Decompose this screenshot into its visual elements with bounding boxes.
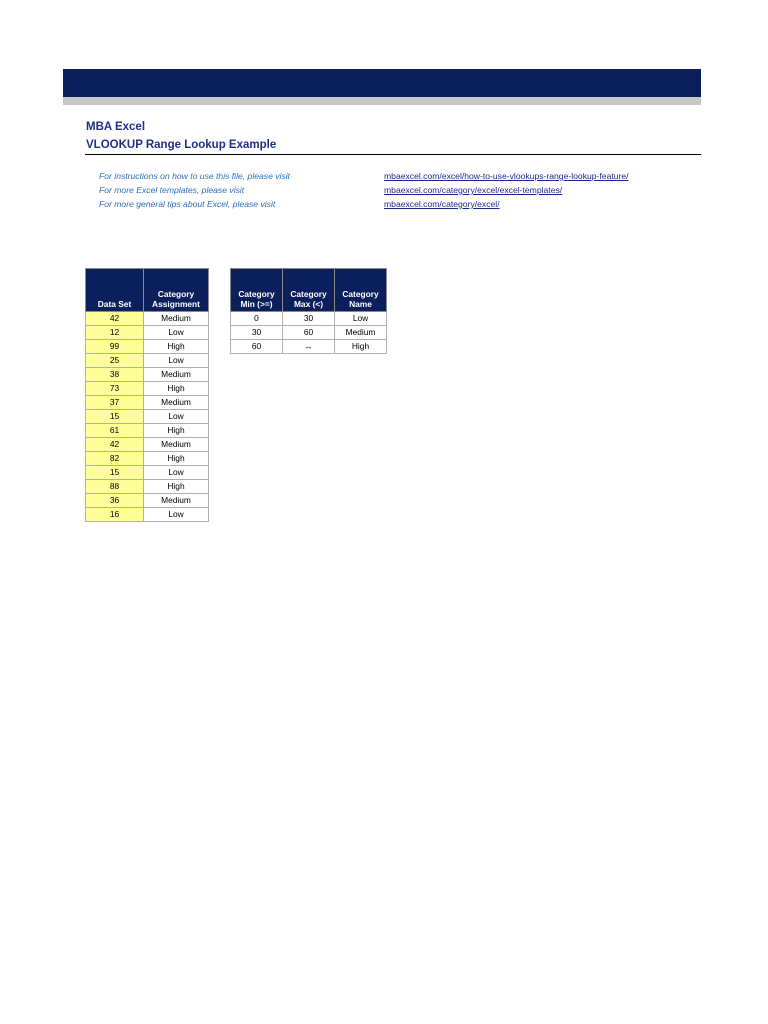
category-assignment-cell[interactable]: Medium xyxy=(144,396,209,410)
category-max-cell[interactable]: 60 xyxy=(283,326,335,340)
table-row xyxy=(86,368,209,382)
table-row xyxy=(86,494,209,508)
category-assignment-cell[interactable]: Medium xyxy=(144,368,209,382)
category-assignment-cell[interactable]: High xyxy=(144,340,209,354)
data-set-cell[interactable]: 38 xyxy=(86,368,144,382)
category-assignment-cell[interactable]: Medium xyxy=(144,312,209,326)
category-name-cell[interactable]: Low xyxy=(335,312,387,326)
data-set-cell[interactable]: 61 xyxy=(86,424,144,438)
table-row xyxy=(86,424,209,438)
table-row xyxy=(86,396,209,410)
category-name-cell[interactable]: High xyxy=(335,340,387,354)
data-set-cell[interactable]: 25 xyxy=(86,354,144,368)
info-text-templates: For more Excel templates, please visit xyxy=(99,185,245,195)
column-header-category-min: Category Min (>=) xyxy=(231,269,283,312)
category-min-cell[interactable]: 60 xyxy=(231,340,283,354)
category-assignment-cell[interactable]: Low xyxy=(144,354,209,368)
category-assignment-cell[interactable]: Low xyxy=(144,410,209,424)
category-min-cell[interactable]: 30 xyxy=(231,326,283,340)
data-set-table xyxy=(85,268,209,522)
category-assignment-cell[interactable]: Medium xyxy=(144,494,209,508)
link-templates[interactable]: mbaexcel.com/category/excel/excel-templates/ xyxy=(384,185,563,195)
info-text-instructions: For instructions on how to use this file, please visit xyxy=(99,171,291,181)
data-set-cell[interactable]: 36 xyxy=(86,494,144,508)
category-assignment-cell[interactable]: Low xyxy=(144,326,209,340)
link-instructions[interactable]: mbaexcel.com/excel/how-to-use-vlookups-range-lookup-feature/ xyxy=(384,171,629,181)
category-assignment-cell[interactable]: High xyxy=(144,452,209,466)
data-set-cell[interactable]: 15 xyxy=(86,466,144,480)
category-assignment-cell[interactable]: High xyxy=(144,480,209,494)
data-set-cell[interactable]: 82 xyxy=(86,452,144,466)
table-row xyxy=(231,326,387,340)
column-header-category-max: Category Max (<) xyxy=(283,269,335,312)
data-set-cell[interactable]: 12 xyxy=(86,326,144,340)
page-subtitle: VLOOKUP Range Lookup Example xyxy=(86,139,277,151)
data-set-cell[interactable]: 88 xyxy=(86,480,144,494)
category-max-cell[interactable]: 30 xyxy=(283,312,335,326)
category-name-cell[interactable]: Medium xyxy=(335,326,387,340)
table-row xyxy=(86,326,209,340)
data-set-cell[interactable]: 42 xyxy=(86,312,144,326)
page-title: MBA Excel xyxy=(86,121,146,133)
column-header-category-assignment: Category Assignment xyxy=(144,269,209,312)
info-text-tips: For more general tips about Excel, please visit xyxy=(99,199,276,209)
table-row xyxy=(86,466,209,480)
category-lookup-table xyxy=(230,268,387,354)
data-set-cell[interactable]: 73 xyxy=(86,382,144,396)
header-banner xyxy=(63,69,701,97)
title-divider xyxy=(85,154,701,155)
header-banner-stripe xyxy=(63,97,701,105)
link-tips[interactable]: mbaexcel.com/category/excel/ xyxy=(384,199,500,209)
data-set-cell[interactable]: 16 xyxy=(86,508,144,522)
category-assignment-cell[interactable]: Medium xyxy=(144,438,209,452)
table-row xyxy=(86,438,209,452)
table-row xyxy=(231,340,387,354)
category-assignment-cell[interactable]: Low xyxy=(144,466,209,480)
table-row xyxy=(86,354,209,368)
table-row xyxy=(86,452,209,466)
table-row xyxy=(231,312,387,326)
table-row xyxy=(86,340,209,354)
data-set-cell[interactable]: 37 xyxy=(86,396,144,410)
column-header-data-set: Data Set xyxy=(86,269,144,312)
data-set-cell[interactable]: 15 xyxy=(86,410,144,424)
category-assignment-cell[interactable]: High xyxy=(144,382,209,396)
table-row xyxy=(86,382,209,396)
data-set-cell[interactable]: 42 xyxy=(86,438,144,452)
table-row xyxy=(86,480,209,494)
column-header-category-name: Category Name xyxy=(335,269,387,312)
category-min-cell[interactable]: 0 xyxy=(231,312,283,326)
data-set-cell[interactable]: 99 xyxy=(86,340,144,354)
category-assignment-cell[interactable]: High xyxy=(144,424,209,438)
table-row xyxy=(86,410,209,424)
category-assignment-cell[interactable]: Low xyxy=(144,508,209,522)
category-max-cell[interactable]: ↔ xyxy=(283,340,335,354)
table-row xyxy=(86,508,209,522)
table-row xyxy=(86,312,209,326)
